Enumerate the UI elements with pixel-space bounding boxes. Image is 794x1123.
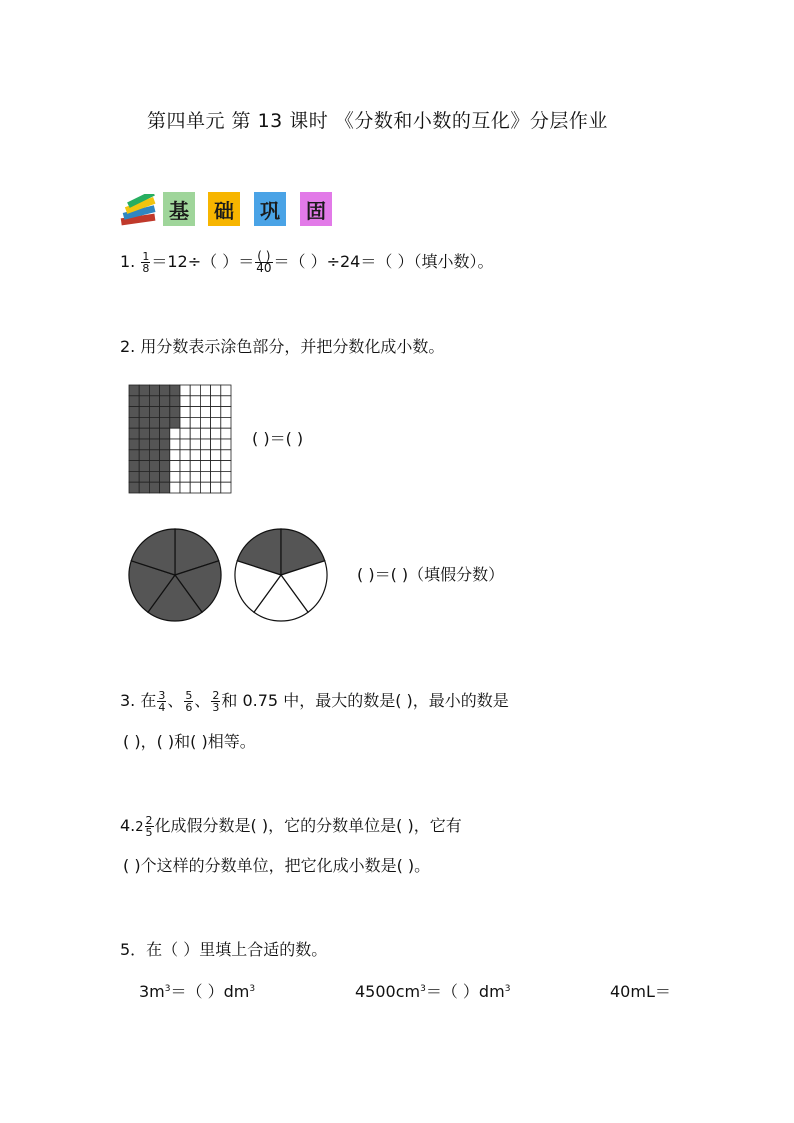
- grid-cell-shaded: [139, 417, 149, 428]
- grid-cell: [170, 471, 180, 482]
- grid-cell: [180, 450, 190, 461]
- grid-cell: [170, 450, 180, 461]
- pie-left: [127, 527, 223, 623]
- grid-cell-shaded: [139, 461, 149, 472]
- grid-cell-shaded: [160, 450, 170, 461]
- grid-cell: [180, 407, 190, 418]
- question-3-line2: ( )，( )和( )相等。: [123, 732, 256, 751]
- grid-cell-shaded: [129, 385, 139, 396]
- question-1: [120, 251, 493, 274]
- grid-cell: [200, 450, 210, 461]
- grid-cell-shaded: [149, 450, 159, 461]
- grid-cell: [221, 428, 231, 439]
- grid-cell: [180, 417, 190, 428]
- grid-cell-shaded: [149, 396, 159, 407]
- q5-item-1: $3m^3=$（ ）$dm^3$: [139, 982, 256, 1001]
- grid-cell: [170, 461, 180, 472]
- grid-cell-shaded: [149, 439, 159, 450]
- grid-cell-shaded: [149, 385, 159, 396]
- pie-right: [233, 527, 329, 623]
- grid-cell-shaded: [139, 471, 149, 482]
- grid-cell-shaded: [129, 396, 139, 407]
- grid-cell: [211, 461, 221, 472]
- grid-cell-shaded: [139, 450, 149, 461]
- section-badge-1: 基: [163, 192, 195, 226]
- grid-cell: [221, 461, 231, 472]
- grid-cell-shaded: [160, 396, 170, 407]
- grid-cell-shaded: [170, 407, 180, 418]
- grid-cell-shaded: [129, 439, 139, 450]
- grid-cell: [190, 461, 200, 472]
- grid-cell: [190, 471, 200, 482]
- grid-cell: [170, 439, 180, 450]
- grid-cell-shaded: [160, 439, 170, 450]
- grid-cell-shaded: [149, 428, 159, 439]
- grid-cell-shaded: [160, 407, 170, 418]
- section-badge-3: 巩: [254, 192, 286, 226]
- grid-cell: [200, 385, 210, 396]
- question-2-text: 2. 用分数表示涂色部分，并把分数化成小数。: [120, 337, 445, 356]
- grid-cell: [221, 482, 231, 493]
- grid-cell: [211, 385, 221, 396]
- grid-cell: [180, 396, 190, 407]
- q1-number: 1.: [120, 252, 136, 271]
- grid-cell-shaded: [160, 482, 170, 493]
- grid-cell-shaded: [139, 385, 149, 396]
- section-badge-2: 础: [208, 192, 240, 226]
- grid-cell-shaded: [129, 482, 139, 493]
- grid-cell: [221, 396, 231, 407]
- grid-cell-shaded: [149, 482, 159, 493]
- q1-part2: ＝（ ）÷24＝（ ）（填小数）。: [273, 252, 494, 271]
- grid-cell: [200, 482, 210, 493]
- grid-cell: [211, 439, 221, 450]
- grid-cell: [200, 417, 210, 428]
- grid-cell-shaded: [149, 471, 159, 482]
- grid-cell-shaded: [129, 428, 139, 439]
- grid-cell-shaded: [129, 471, 139, 482]
- grid-cell: [180, 428, 190, 439]
- grid-cell: [200, 471, 210, 482]
- grid-cell-shaded: [139, 407, 149, 418]
- grid-cell: [190, 482, 200, 493]
- grid-cell-shaded: [149, 461, 159, 472]
- grid-cell: [221, 385, 231, 396]
- grid-cell: [221, 450, 231, 461]
- grid-cell-shaded: [139, 439, 149, 450]
- grid-cell-shaded: [139, 482, 149, 493]
- grid-cell-shaded: [160, 461, 170, 472]
- grid-cell: [200, 439, 210, 450]
- grid-cell: [180, 385, 190, 396]
- grid-cell: [211, 417, 221, 428]
- grid-cell: [221, 439, 231, 450]
- grid-cell: [190, 396, 200, 407]
- grid-cell-shaded: [149, 417, 159, 428]
- hundred-grid: [128, 384, 232, 494]
- q3-fraction-3-4: $\frac{3}{4}$: [158, 689, 166, 714]
- grid-cell: [200, 461, 210, 472]
- grid-cell: [221, 407, 231, 418]
- grid-cell: [170, 428, 180, 439]
- q3-fraction-5-6: $\frac{5}{6}$: [185, 689, 193, 714]
- grid-cell: [211, 450, 221, 461]
- grid-cell: [200, 428, 210, 439]
- grid-cell: [211, 428, 221, 439]
- grid-cell: [211, 471, 221, 482]
- grid-cell: [170, 482, 180, 493]
- grid-cell-shaded: [170, 396, 180, 407]
- grid-cell: [180, 482, 190, 493]
- question-4-line2: ( )个这样的分数单位，把它化成小数是( )。: [123, 856, 431, 875]
- grid-cell: [211, 482, 221, 493]
- grid-cell-shaded: [129, 461, 139, 472]
- grid-cell: [180, 471, 190, 482]
- grid-cell-shaded: [170, 385, 180, 396]
- grid-cell: [190, 417, 200, 428]
- question-4-line1: 4.2 $\frac{2}{5}$ 化成假分数是( )，它的分数单位是( )，它有: [120, 814, 462, 839]
- grid-cell: [190, 407, 200, 418]
- grid-cell-shaded: [139, 428, 149, 439]
- grid-cell-shaded: [170, 417, 180, 428]
- grid-cell-shaded: [149, 407, 159, 418]
- question-5-text: 5．在（ ）里填上合适的数。: [120, 940, 328, 959]
- grid-cell-shaded: [160, 385, 170, 396]
- q4-mixed-integer: 2: [135, 820, 144, 835]
- grid-cell-shaded: [129, 407, 139, 418]
- question-3-line1: 3. 在 $\frac{3}{4}$ 、 $\frac{5}{6}$ 、 $\frac{2}{3}$ 和 0.75 中，最大的数是( )，最小的数是: [120, 689, 509, 714]
- q5-item-2: $4500cm^3=$（ ）$dm^3$: [355, 982, 511, 1001]
- grid-cell: [180, 461, 190, 472]
- grid-cell: [200, 407, 210, 418]
- grid-cell-shaded: [129, 450, 139, 461]
- grid-cell-shaded: [160, 428, 170, 439]
- q2-pie-answer: ( )＝( )（填假分数）: [357, 565, 505, 584]
- books-icon: [119, 194, 161, 226]
- q2-grid-answer: ( )＝( ): [252, 429, 304, 448]
- section-badge-4: 固: [300, 192, 332, 226]
- grid-cell: [211, 407, 221, 418]
- grid-cell-shaded: [129, 417, 139, 428]
- q1-part1: ＝12÷（ ）＝: [151, 252, 255, 271]
- grid-cell: [180, 439, 190, 450]
- grid-cell-shaded: [139, 396, 149, 407]
- grid-cell-shaded: [160, 471, 170, 482]
- q3-fraction-2-3: $\frac{2}{3}$: [212, 689, 220, 714]
- grid-cell: [190, 450, 200, 461]
- grid-cell-shaded: [160, 417, 170, 428]
- grid-cell: [190, 439, 200, 450]
- page-title: 第四单元 第 13 课时 《分数和小数的互化》分层作业: [147, 110, 608, 132]
- q5-item-3: 40mL＝: [610, 982, 671, 1001]
- grid-cell: [200, 396, 210, 407]
- grid-cell: [211, 396, 221, 407]
- q1-fraction-2: $\frac{( )}{40}$: [256, 249, 272, 275]
- grid-cell: [190, 385, 200, 396]
- q4-mixed-fraction: $\frac{2}{5}$: [145, 814, 153, 839]
- q1-fraction-1: $\frac{1}{8}$: [142, 250, 150, 275]
- grid-cell: [221, 471, 231, 482]
- grid-cell: [221, 417, 231, 428]
- grid-cell: [190, 428, 200, 439]
